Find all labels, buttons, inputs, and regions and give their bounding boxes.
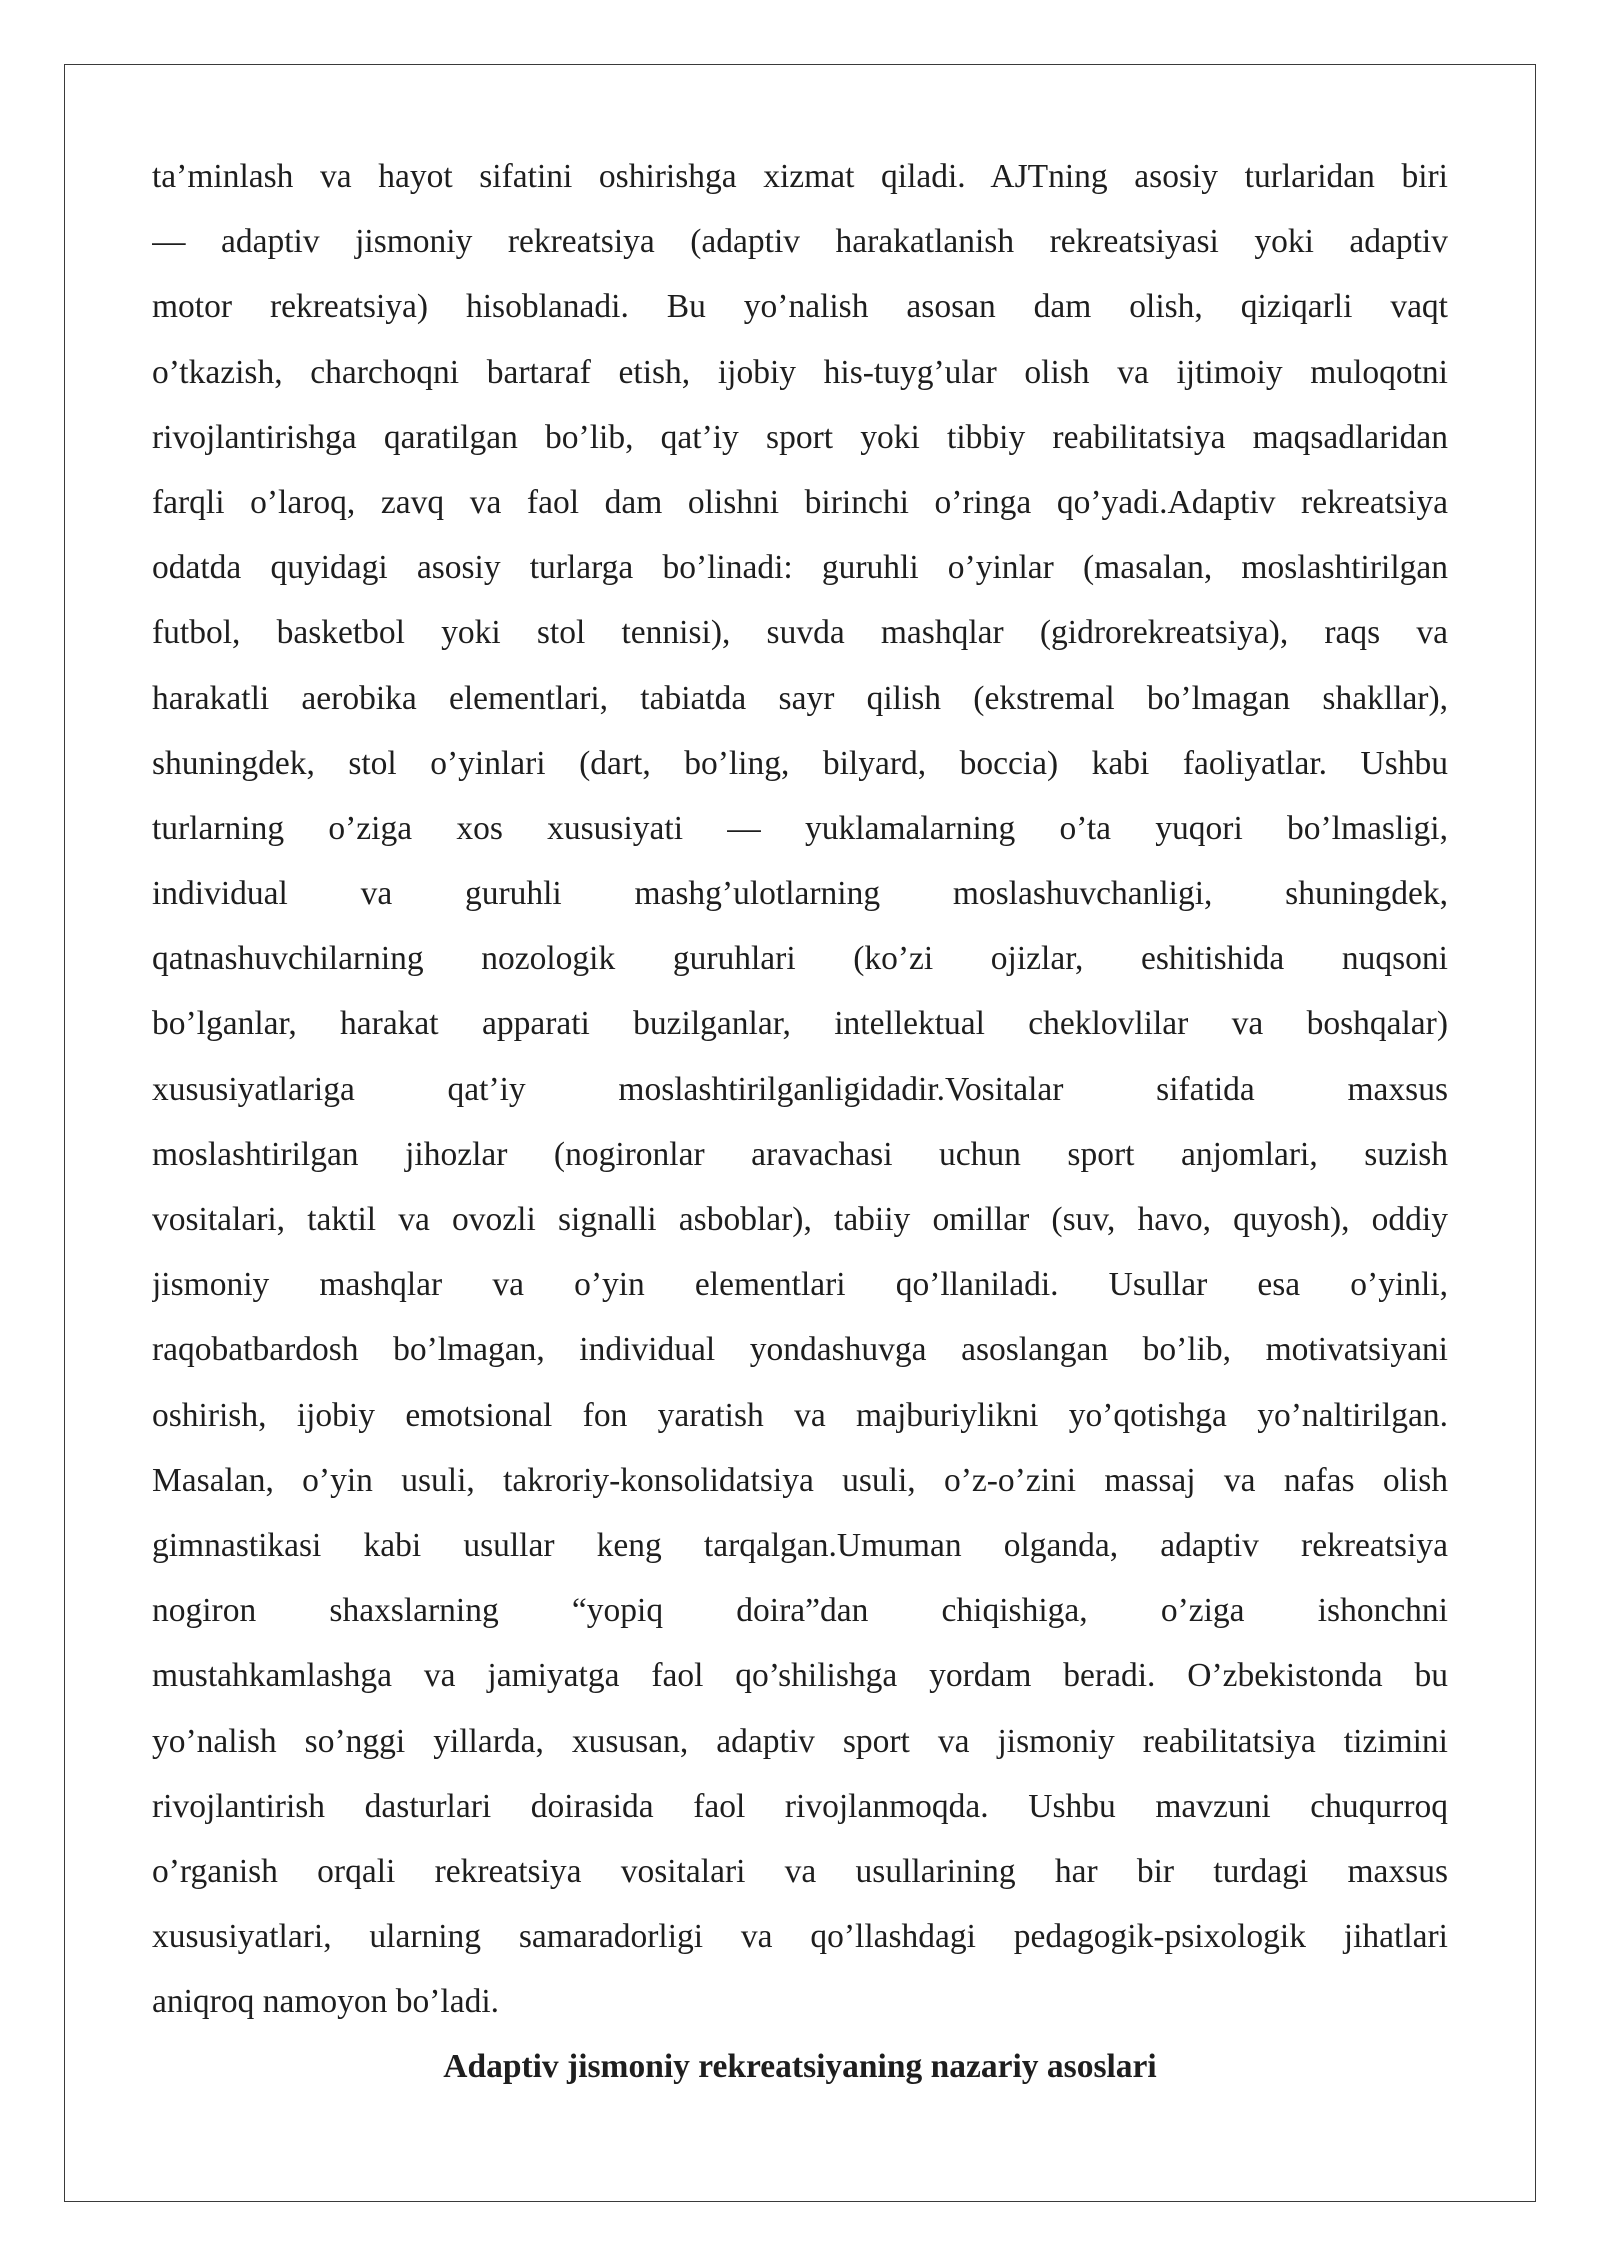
paragraph-line: oshirish, ijobiy emotsional fon yaratish va majburiylikni yo’qotishga yo’naltirilgan. [152, 1396, 1448, 1434]
document-body [152, 144, 1448, 2099]
paragraph-line: jismoniy mashqlar va o’yin elementlari qo’llaniladi. Usullar esa o’yinli, [152, 1266, 1448, 1304]
paragraph-line: bo’lganlar, harakat apparati buzilganlar, intellektual cheklovlilar va boshqalar) [152, 1005, 1448, 1043]
paragraph-line: farqli o’laroq, zavq va faol dam olishni birinchi o’ringa qo’yadi.Adaptiv rekreatsiya [152, 483, 1448, 521]
paragraph-line: raqobatbardosh bo’lmagan, individual yondashuvga asoslangan bo’lib, motivatsiyani [152, 1331, 1448, 1369]
paragraph-line: harakatli aerobika elementlari, tabiatda sayr qilish (ekstremal bo’lmagan shakllar), [152, 679, 1448, 717]
paragraph-line: ta’minlash va hayot sifatini oshirishga xizmat qiladi. AJTning asosiy turlaridan biri [152, 158, 1448, 195]
paragraph-line: turlarning o’ziga xos xususiyati — yuklamalarning o’ta yuqori bo’lmasligi, [152, 809, 1448, 847]
paragraph-line: vositalari, taktil va ovozli signalli asboblar), tabiiy omillar (suv, havo, quyosh), oddiy [152, 1201, 1448, 1238]
paragraph-line: mustahkamlashga va jamiyatga faol qo’shilishga yordam beradi. O’zbekistonda bu [152, 1657, 1448, 1695]
paragraph-line: nogiron shaxslarning “yopiq doira”dan chiqishiga, o’ziga ishonchni [152, 1592, 1448, 1630]
paragraph-line: odatda quyidagi asosiy turlarga bo’linadi: guruhli o’yinlar (masalan, moslashtirilgan [152, 549, 1448, 587]
section-heading: Adaptiv jismoniy rekreatsiyaning nazariy asoslari [443, 2048, 1157, 2086]
paragraph-line: moslashtirilgan jihozlar (nogironlar aravachasi uchun sport anjomlari, suzish [152, 1135, 1448, 1173]
paragraph-line: yo’nalish so’nggi yillarda, xususan, adaptiv sport va jismoniy reabilitatsiya tizimini [152, 1722, 1448, 1760]
paragraph-line: xususiyatlariga qat’iy moslashtirilganligidadir.Vositalar sifatida maxsus [152, 1070, 1448, 1108]
paragraph-line: Masalan, o’yin usuli, takroriy-konsolidatsiya usuli, o’z-o’zini massaj va nafas olish [152, 1461, 1448, 1499]
paragraph-line: futbol, basketbol yoki stol tennisi), suvda mashqlar (gidrorekreatsiya), raqs va [152, 614, 1448, 652]
paragraph-line: o’tkazish, charchoqni bartaraf etish, ijobiy his-tuyg’ular olish va ijtimoiy muloqotni [152, 353, 1448, 391]
paragraph-line: o’rganish orqali rekreatsiya vositalari va usullarining har bir turdagi maxsus [152, 1852, 1448, 1890]
paragraph-line-last: aniqroq namoyon bo’ladi. [152, 1983, 500, 2021]
paragraph-line: rivojlantirish dasturlari doirasida faol rivojlanmoqda. Ushbu mavzuni chuqurroq [152, 1787, 1448, 1825]
paragraph-line: xususiyatlari, ularning samaradorligi va qo’llashdagi pedagogik-psixologik jihatlari [152, 1918, 1448, 1956]
paragraph-line: gimnastikasi kabi usullar keng tarqalgan.Umuman olganda, adaptiv rekreatsiya [152, 1526, 1448, 1564]
paragraph-line: — adaptiv jismoniy rekreatsiya (adaptiv harakatlanish rekreatsiyasi yoki adaptiv [152, 223, 1448, 261]
paragraph-line: shuningdek, stol o’yinlari (dart, bo’ling, bilyard, boccia) kabi faoliyatlar. Ushbu [152, 744, 1448, 782]
paragraph-line: individual va guruhli mashg’ulotlarning moslashuvchanligi, shuningdek, [152, 875, 1448, 913]
paragraph-line: motor rekreatsiya) hisoblanadi. Bu yo’nalish asosan dam olish, qiziqarli vaqt [152, 288, 1448, 326]
paragraph-line: qatnashuvchilarning nozologik guruhlari (ko’zi ojizlar, eshitishida nuqsoni [152, 940, 1448, 978]
paragraph-line: rivojlantirishga qaratilgan bo’lib, qat’iy sport yoki tibbiy reabilitatsiya maqsadlaridan [152, 418, 1448, 456]
